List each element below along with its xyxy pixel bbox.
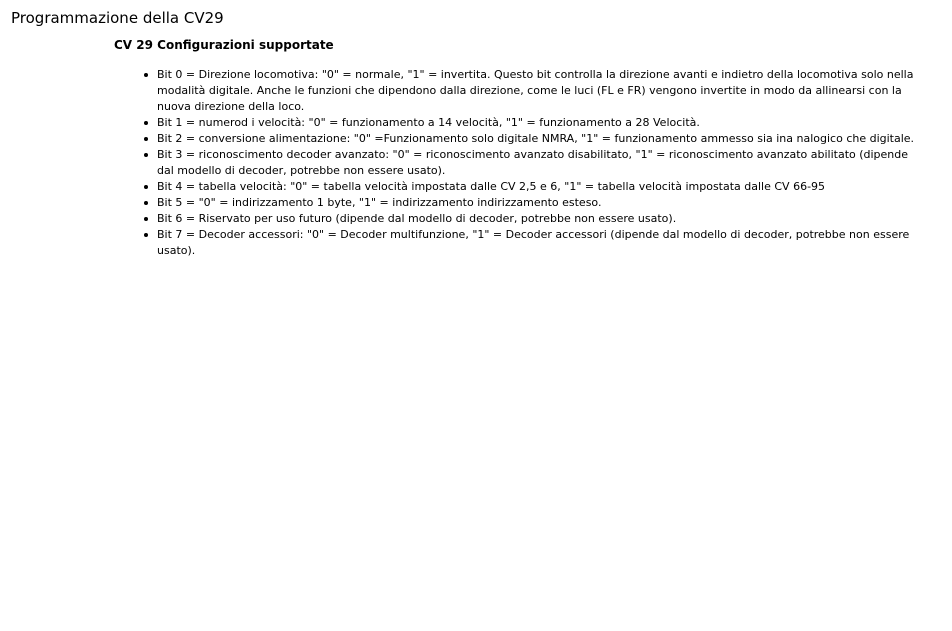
- list-item-bit-1: Bit 1 = numerod i velocità: "0" = funzionamento a 14 velocità, "1" = funzionamento a 28 Velocità.: [157, 115, 917, 131]
- list-item-bit-7: Bit 7 = Decoder accessori: "0" = Decoder multifunzione, "1" = Decoder accessori (dipende dal modello di decoder, potrebbe non essere usato).: [157, 227, 917, 259]
- page-title: Programmazione della CV29: [11, 9, 224, 27]
- list-item-bit-2: Bit 2 = conversione alimentazione: "0" =Funzionamento solo digitale NMRA, "1" = funzionamento ammesso sia ina nalogico che digitale.: [157, 131, 917, 147]
- list-item-bit-6: Bit 6 = Riservato per uso futuro (dipende dal modello di decoder, potrebbe non essere usato).: [157, 211, 917, 227]
- list-item-bit-0: Bit 0 = Direzione locomotiva: "0" = normale, "1" = invertita. Questo bit controlla la direzione avanti e indietro della locomotiva solo nella modalità digitale. Anche le funzioni che dipendono dalla direzione, come le luci (FL e FR) vengono invertite in modo da allinearsi con la nuova direzione della loco.: [157, 67, 917, 115]
- list-item-bit-4: Bit 4 = tabella velocità: "0" = tabella velocità impostata dalle CV 2,5 e 6, "1" = tabella velocità impostata dalle CV 66-95: [157, 179, 917, 195]
- cv29-bit-list: [157, 67, 917, 259]
- list-item-bit-3: Bit 3 = riconoscimento decoder avanzato: "0" = riconoscimento avanzato disabilitato, "1" = riconoscimento avanzato abilitato (dipende dal modello di decoder, potrebbe non essere usato).: [157, 147, 917, 179]
- section-title: CV 29 Configurazioni supportate: [114, 38, 334, 52]
- list-item-bit-5: Bit 5 = "0" = indirizzamento 1 byte, "1" = indirizzamento indirizzamento esteso.: [157, 195, 917, 211]
